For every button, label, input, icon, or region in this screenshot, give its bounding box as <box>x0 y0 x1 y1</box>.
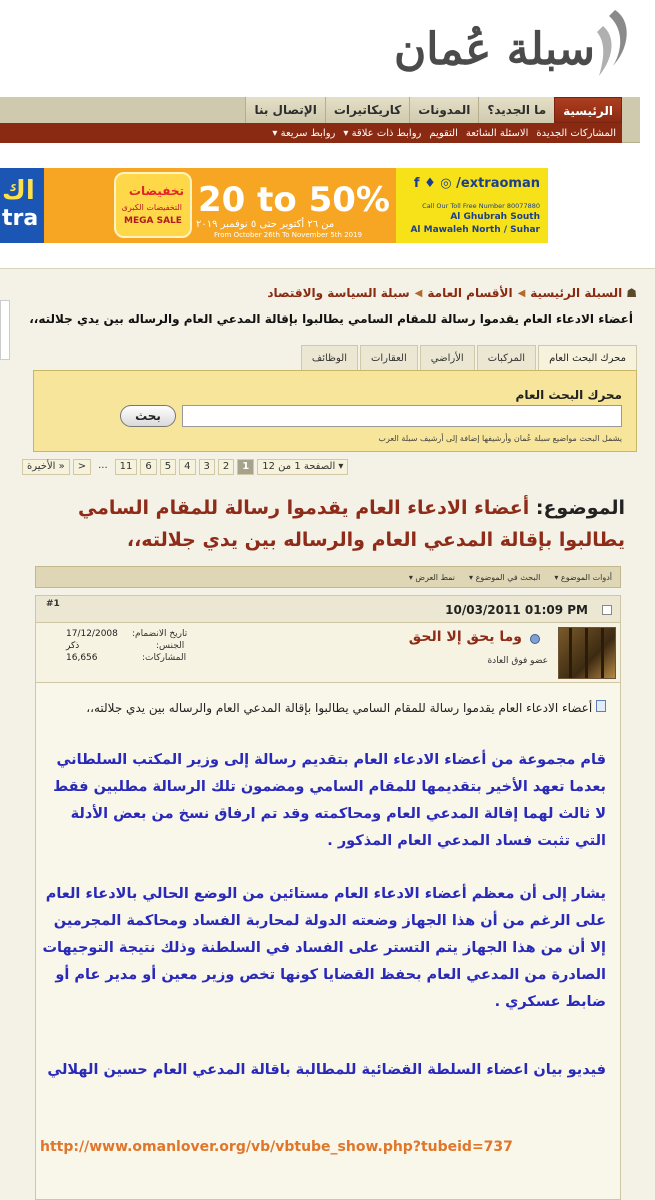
topic-label: الموضوع: <box>535 497 625 519</box>
breadcrumb <box>267 286 637 300</box>
post-user-info <box>35 623 621 683</box>
banner-address-2: Al Mawaleh North / Suhar <box>410 225 540 235</box>
user-title: عضو فوق العادة <box>487 656 548 666</box>
gender-value: ذكر <box>66 641 80 651</box>
badge-title: تخفيضات <box>128 184 184 198</box>
post-number[interactable]: #1 <box>46 599 60 609</box>
tab-real-estate[interactable]: العقارات <box>360 345 418 370</box>
nav-tabs <box>245 97 622 123</box>
banner-brand-block <box>0 168 44 243</box>
page-link[interactable]: 3 <box>199 459 215 475</box>
post-paragraph-1: قام مجموعة من أعضاء الادعاء العام بتقديم رسالة إلى وزير المكتب السلطاني بعدما تعهد الأخير بتقديمها للمقام السامي ومضمون تلك الرسالة مطلبين فقط لا ثالث لهما إقالة المدعي العام ومحاكمته وقد تم ارفاق نسخ من بعض الأدلة التي تثبت فساد المدعي العام المذكور . <box>53 752 606 849</box>
nav-tab-cartoons[interactable]: كاريكاتيرات <box>325 97 409 123</box>
main-navbar <box>0 97 640 143</box>
page-link[interactable]: 2 <box>218 459 234 475</box>
banner-dates-en: From October 26th To November 5th 2019 <box>214 231 363 239</box>
banner-percent: 20 to 50% <box>198 180 390 220</box>
banner-social: f ♦ ◎ /extraoman <box>413 176 540 191</box>
pagination <box>22 459 351 475</box>
breadcrumb-current: أعضاء الادعاء العام يقدموا رسالة للمقام السامي يطالبوا بإقالة المدعي العام والرساله بين يدي جلالته،، <box>29 312 633 326</box>
tab-general-search[interactable]: محرك البحث العام <box>538 345 637 370</box>
video-link[interactable]: http://www.omanlover.org/vb/vbtube_show.php?tubeid=737 <box>40 1139 513 1155</box>
sub-new-posts[interactable]: المشاركات الجديدة <box>536 127 616 139</box>
post-paragraph-3: فيديو بيان اعضاء السلطة القضائية للمطالبة باقالة المدعي العام حسين الهلالي <box>47 1062 606 1078</box>
page-next[interactable]: > <box>73 459 91 475</box>
document-icon <box>596 700 606 712</box>
ad-banner[interactable] <box>0 168 548 243</box>
tab-vehicles[interactable]: المركبات <box>477 345 536 370</box>
post-subject <box>60 697 606 719</box>
thread-tools-menu[interactable]: أدوات الموضوع ▾ <box>554 572 612 582</box>
page-link[interactable]: 11 <box>115 459 138 475</box>
nav-subbar <box>0 123 622 143</box>
post-paragraph-2: يشار إلى أن معظم أعضاء الادعاء العام مستائين من الوضع الحالي بالادعاء العام على الرغم من أن هذا الجهاز وضعته الدولة لمحاربة الفساد ومحاكمة المجرمين إلا أن من هذا الجهاز يتم التستر على الفساد في السلطنة وذلك نتيجة التوجيهات الصادرة من المدعي العام بحفظ القضايا كونها تخص وزير معين أو مدير عام أو ضابط عسكري . <box>42 886 606 1010</box>
banner-dates-ar: من ٢٦ أكتوبر حتى ٥ نوفمبر ٢٠١٩ <box>196 219 335 230</box>
site-logo[interactable] <box>393 6 635 92</box>
site-header <box>0 0 655 97</box>
sub-calendar[interactable]: التقويم <box>429 127 458 139</box>
topic-title <box>25 492 625 556</box>
side-collapse-strip <box>0 300 10 360</box>
breadcrumb-item-politics[interactable]: سبلة السياسة والاقتصاد <box>267 286 410 300</box>
breadcrumb-item-home[interactable]: السبلة الرئيسية <box>530 286 623 300</box>
nav-tab-whats-new[interactable]: ما الجديد؟ <box>478 97 554 123</box>
avatar-bar <box>601 628 604 679</box>
post-subject-text: أعضاء الادعاء العام يقدموا رسالة للمقام السامي يطالبوا بإقالة المدعي العام والرساله بين يدي جلالته،، <box>86 701 593 715</box>
search-label: محرك البحث العام <box>515 388 622 402</box>
page-link[interactable]: 6 <box>140 459 156 475</box>
username[interactable]: وما يحق إلا الحق <box>408 629 522 645</box>
avatar[interactable] <box>558 627 616 679</box>
search-button[interactable]: بحث <box>120 405 176 427</box>
display-mode-menu[interactable]: نمط العرض ▾ <box>408 572 456 582</box>
posts-count-label: المشاركات: <box>142 653 187 663</box>
search-note: يشمل البحث مواضيع سبلة عُمان وأرشيفها إضافة إلى أرشيف سبلة العرب <box>378 434 622 443</box>
post-date: 10/03/2011 01:09 PM <box>445 603 588 617</box>
banner-brand-en: tra <box>2 206 39 231</box>
logo-text: سبلة عُمان <box>393 24 595 75</box>
nav-tab-home[interactable]: الرئيسية <box>554 97 622 123</box>
avatar-bar <box>569 628 572 679</box>
banner-contact-block <box>396 168 548 243</box>
sub-related-links[interactable]: روابط ذات علاقة ▾ <box>343 127 422 139</box>
page-link[interactable]: 5 <box>160 459 176 475</box>
breadcrumb-sep-icon: ◀ <box>414 287 423 299</box>
post-select-checkbox[interactable] <box>602 605 612 615</box>
banner-brand-ar: اك <box>2 176 35 206</box>
sale-badge <box>114 172 192 238</box>
page-last[interactable]: الأخيرة » <box>22 459 70 475</box>
post-body <box>35 683 621 1200</box>
tab-lands[interactable]: الأراضي <box>420 345 475 370</box>
banner-address-1: Al Ghubrah South <box>450 212 540 222</box>
join-date-value: 17/12/2008 <box>66 629 118 639</box>
tab-jobs[interactable]: الوظائف <box>301 345 358 370</box>
thread-tools-bar <box>35 566 621 588</box>
join-date-label: تاريخ الانضمام: <box>132 629 188 639</box>
home-icon[interactable]: ☗ <box>626 286 637 300</box>
post-header <box>35 595 621 623</box>
sub-quick-links[interactable]: روابط سريعة ▾ <box>272 127 336 139</box>
nav-tab-blogs[interactable]: المدونات <box>409 97 478 123</box>
topic-title-text: أعضاء الادعاء العام يقدموا رسالة للمقام السامي يطالبوا بإقالة المدعي العام والرساله بين يدي جلالته،، <box>77 497 625 551</box>
sub-faq[interactable]: الاسئلة الشائعة <box>465 127 529 139</box>
page-ellipsis: ... <box>98 460 108 471</box>
badge-mega-sale: MEGA SALE <box>124 216 182 226</box>
search-panel <box>33 370 637 452</box>
breadcrumb-item-general[interactable]: الأقسام العامة <box>427 286 513 300</box>
search-thread-menu[interactable]: البحث في الموضوع ▾ <box>469 572 541 582</box>
nav-tab-contact[interactable]: الإتصال بنا <box>245 97 324 123</box>
page-link[interactable]: 4 <box>179 459 195 475</box>
page-summary-dropdown[interactable]: الصفحة 1 من 12 ▾ <box>257 459 348 475</box>
search-input[interactable] <box>182 405 622 427</box>
breadcrumb-sep-icon: ◀ <box>517 287 526 299</box>
badge-subtitle: التخفيضات الكبرى <box>121 203 182 212</box>
avatar-bar <box>585 628 588 679</box>
search-tabs <box>299 345 637 370</box>
online-status-icon <box>530 634 540 644</box>
banner-call: Call Our Toll Free Number 80077880 <box>422 202 540 210</box>
gender-label: الجنس: <box>156 641 185 651</box>
page-link: 1 <box>237 459 254 475</box>
posts-count-value: 16,656 <box>66 653 98 663</box>
